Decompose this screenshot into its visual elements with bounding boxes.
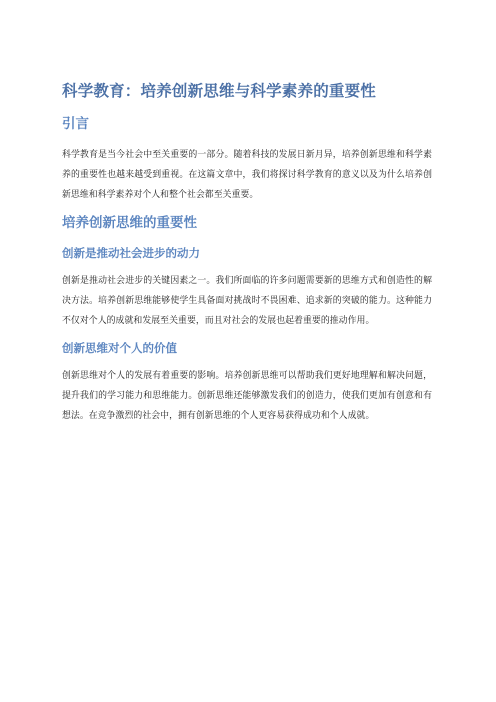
subsection-heading-innovation-personal-value: 创新思维对个人的价值 — [62, 341, 177, 355]
introduction-paragraph: 科学教育是当今社会中至关重要的一部分。随着科技的发展日新月异，培养创新思维和科学素养的重要性也越来越受到重视。在这篇文章中，我们将探讨科学教育的意义以及为什么培养创新思维和科学素养对个人和整个社会都至关重要。 — [62, 150, 432, 200]
document-title: 科学教育：培养创新思维与科学素养的重要性 — [62, 82, 377, 100]
subsection-heading-innovation-drives-progress: 创新是推动社会进步的动力 — [62, 246, 200, 260]
section-heading-introduction: 引言 — [62, 116, 89, 132]
document-page — [62, 80, 432, 434]
innovation-drives-progress-paragraph: 创新是推动社会进步的关键因素之一。我们所面临的许多问题需要新的思维方式和创造性的解决方法。培养创新思维能够使学生具备面对挑战时不畏困难、追求新的突破的能力。这种能力不仅对个人的成就和发展至关重要，而且对社会的发展也起着重要的推动作用。 — [62, 276, 432, 326]
innovation-personal-value-paragraph: 创新思维对个人的发展有着重要的影响。培养创新思维可以帮助我们更好地理解和解决问题，提升我们的学习能力和思维能力。创新思维还能够激发我们的创造力，使我们更加有创意和有想法。在竞争激烈的社会中，拥有创新思维的个人更容易获得成功和个人成就。 — [62, 371, 432, 421]
section-heading-innovation-importance: 培养创新思维的重要性 — [62, 215, 197, 231]
